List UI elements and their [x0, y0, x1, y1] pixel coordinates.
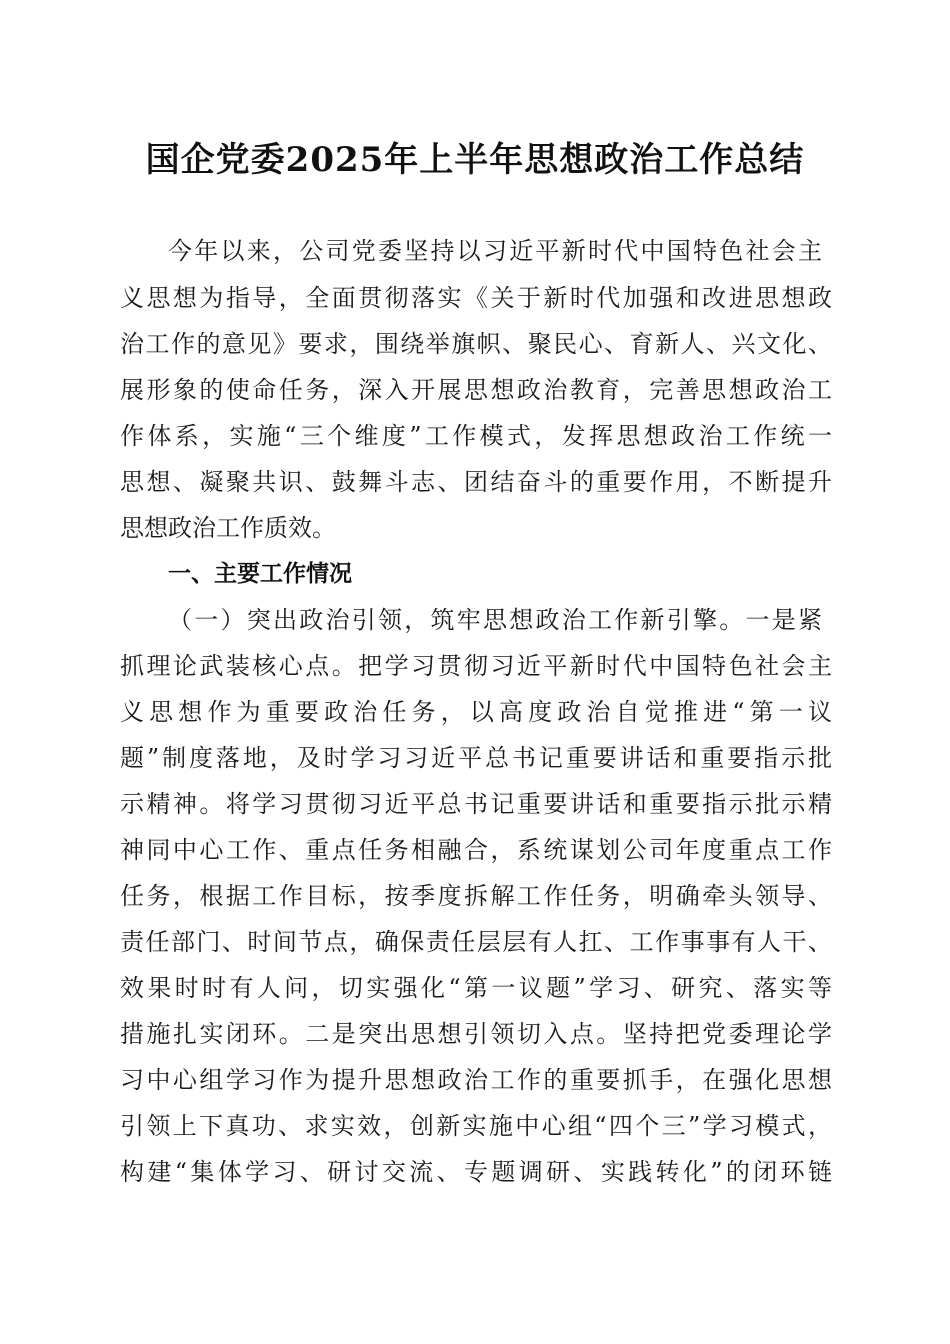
paragraph-2-line-7: 任务，根据工作目标，按季度拆解工作任务，明确牵头领导、	[120, 882, 832, 910]
paragraph-1-line-2: 义思想为指导，全面贯彻落实《关于新时代加强和改进思想政	[120, 284, 832, 312]
paragraph-2-line-10: 措施扎实闭环。二是突出思想引领切入点。坚持把党委理论学	[120, 1020, 832, 1048]
paragraph-2-line-6: 神同中心工作、重点任务相融合，系统谋划公司年度重点工作	[120, 836, 832, 864]
paragraph-2-line-2: 抓理论武装核心点。把学习贯彻习近平新时代中国特色社会主	[120, 652, 832, 680]
paragraph-1-line-1: 今年以来，公司党委坚持以习近平新时代中国特色社会主	[168, 237, 822, 265]
paragraph-1-line-3: 治工作的意见》要求，围绕举旗帜、聚民心、育新人、兴文化、	[120, 330, 832, 358]
paragraph-2-line-5: 示精神。将学习贯彻习近平总书记重要讲话和重要指示批示精	[120, 790, 832, 818]
paragraph-2-line-3: 义思想作为重要政治任务，以高度政治自觉推进“第一议	[120, 698, 832, 726]
paragraph-2-line-12: 引领上下真功、求实效，创新实施中心组“四个三”学习模式，	[120, 1112, 832, 1140]
paragraph-2-line-9: 效果时时有人问，切实强化“第一议题”学习、研究、落实等	[120, 974, 832, 1002]
paragraph-1-line-4: 展形象的使命任务，深入开展思想政治教育，完善思想政治工	[120, 376, 832, 404]
paragraph-2-line-4: 题”制度落地，及时学习习近平总书记重要讲话和重要指示批	[120, 744, 832, 772]
paragraph-1-line-6: 思想、凝聚共识、鼓舞斗志、团结奋斗的重要作用，不断提升	[120, 468, 832, 496]
section-heading-main-work: 一、主要工作情况	[168, 561, 352, 587]
paragraph-2-line-11: 习中心组学习作为提升思想政治工作的重要抓手，在强化思想	[120, 1066, 832, 1094]
paragraph-2-line-8: 责任部门、时间节点，确保责任层层有人扛、工作事事有人干、	[120, 928, 832, 956]
paragraph-2-line-13: 构建“集体学习、研讨交流、专题调研、实践转化”的闭环链	[120, 1158, 832, 1186]
paragraph-2-line-1: （一）突出政治引领，筑牢思想政治工作新引擎。一是紧	[168, 606, 822, 634]
paragraph-1-line-5: 作体系，实施“三个维度”工作模式，发挥思想政治工作统一	[120, 422, 832, 450]
paragraph-1-line-7: 思想政治工作质效。	[120, 514, 336, 542]
document-title: 国企党委2025年上半年思想政治工作总结	[145, 140, 805, 180]
